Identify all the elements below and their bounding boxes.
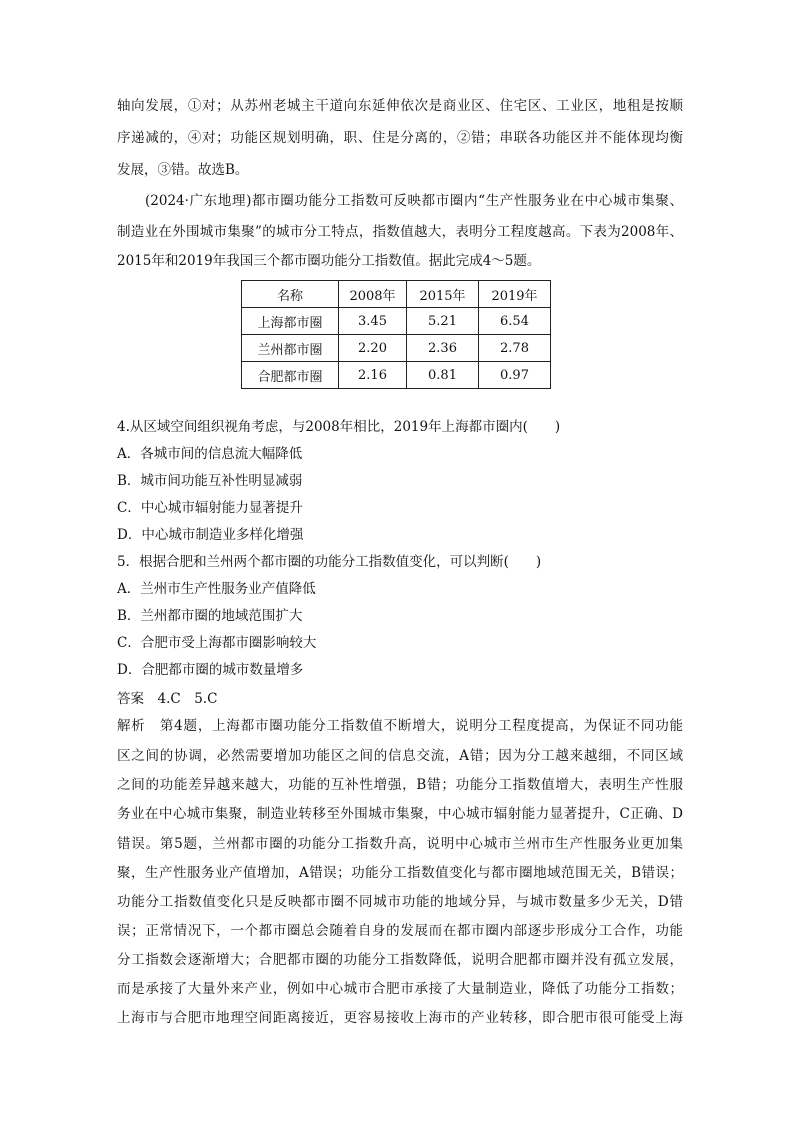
table-header-cell: 2015年 (407, 281, 479, 308)
passage-line-1: (2024·广东地理)都市圈功能分工指数可反映都市圈内“生产性服务业在中心城市集聚、 (145, 193, 683, 209)
question-4-stem: 4.从区域空间组织视角考虑，与2008年相比，2019年上海都市圈内( ) (117, 419, 561, 435)
analysis-line-9: 分工指数会逐渐增大；合肥都市圈的功能分工指数降低，说明合肥都市圈并没有孤立发展， (117, 952, 683, 968)
passage-line-3: 2015年和2019年我国三个都市圈功能分工指数值。据此完成4～5题。 (117, 253, 541, 269)
table-cell: 合肥都市圈 (242, 362, 339, 389)
table-cell: 2.16 (339, 362, 407, 389)
question-4-option-a: A．各城市间的信息流大幅降低 (117, 446, 303, 462)
passage-line-2: 制造业在外围城市集聚”的城市分工特点，指数值越大，表明分工程度越高。下表为2008年、 (117, 224, 683, 240)
analysis-line-1: 解析 第4题，上海都市圈功能分工指数值不断增大，说明分工程度提高，为保证不同功能 (117, 718, 683, 734)
index-table (241, 280, 551, 389)
table-header-row (242, 281, 551, 308)
answer-line: 答案 4.C 5.C (117, 691, 218, 707)
question-4-option-b: B．城市间功能互补性明显减弱 (117, 473, 303, 489)
intro-line-3: 发展，③错。故选B。 (117, 162, 249, 178)
table-cell: 兰州都市圈 (242, 335, 339, 362)
analysis-line-7: 功能分工指数值变化只是反映都市圈不同城市功能的地域分异，与城市数量多少无关，D错 (117, 894, 683, 910)
analysis-line-6: 聚，生产性服务业产值增加，A错误；功能分工指数值变化与都市圈地域范围无关，B错误； (117, 865, 683, 881)
question-5-stem: 5．根据合肥和兰州两个都市圈的功能分工指数值变化，可以判断( ) (117, 554, 542, 570)
table-cell: 2.20 (339, 335, 407, 362)
table-cell: 6.54 (479, 308, 551, 335)
table-header-cell: 名称 (242, 281, 339, 308)
analysis-line-8: 误；正常情况下，一个都市圈总会随着自身的发展而在都市圈内部逐步形成分工合作，功能 (117, 923, 683, 939)
table-row (242, 308, 551, 335)
question-5-option-b: B．兰州都市圈的地域范围扩大 (117, 608, 303, 624)
intro-line-2: 序递减的，④对；功能区规划明确，职、住是分离的，②错；串联各功能区并不能体现均衡 (117, 130, 683, 146)
analysis-line-11: 上海市与合肥市地理空间距离接近，更容易接收上海市的产业转移，即合肥市很可能受上海 (117, 1010, 683, 1026)
table-cell: 0.81 (407, 362, 479, 389)
table-cell: 2.78 (479, 335, 551, 362)
question-5-option-c: C．合肥市受上海都市圈影响较大 (117, 635, 317, 651)
analysis-line-5: 错误。第5题，兰州都市圈的功能分工指数升高，说明中心城市兰州市生产性服务业更加集 (117, 836, 683, 852)
table-row (242, 362, 551, 389)
analysis-line-10: 而是承接了大量外来产业，例如中心城市合肥市承接了大量制造业，降低了功能分工指数； (117, 981, 683, 997)
question-4-option-c: C．中心城市辐射能力显著提升 (117, 500, 303, 516)
intro-line-1: 轴向发展，①对；从苏州老城主干道向东延伸依次是商业区、住宅区、工业区，地租是按顺 (117, 98, 683, 114)
question-5-option-a: A．兰州市生产性服务业产值降低 (117, 581, 316, 597)
table-cell: 上海都市圈 (242, 308, 339, 335)
table-cell: 0.97 (479, 362, 551, 389)
table-cell: 3.45 (339, 308, 407, 335)
analysis-line-2: 区之间的协调，必然需要增加功能区之间的信息交流，A错；因为分工越来越细，不同区域 (117, 748, 683, 764)
question-5-option-d: D．合肥都市圈的城市数量增多 (117, 662, 304, 678)
analysis-line-4: 务业在中心城市集聚，制造业转移至外围城市集聚，中心城市辐射能力显著提升，C正确、D (117, 806, 683, 822)
analysis-line-3: 之间的功能差异越来越大，功能的互补性增强，B错；功能分工指数值增大，表明生产性服 (117, 777, 683, 793)
table-cell: 5.21 (407, 308, 479, 335)
question-4-option-d: D．中心城市制造业多样化增强 (117, 527, 304, 543)
table-row (242, 335, 551, 362)
table-header-cell: 2008年 (339, 281, 407, 308)
table-header-cell: 2019年 (479, 281, 551, 308)
table-cell: 2.36 (407, 335, 479, 362)
